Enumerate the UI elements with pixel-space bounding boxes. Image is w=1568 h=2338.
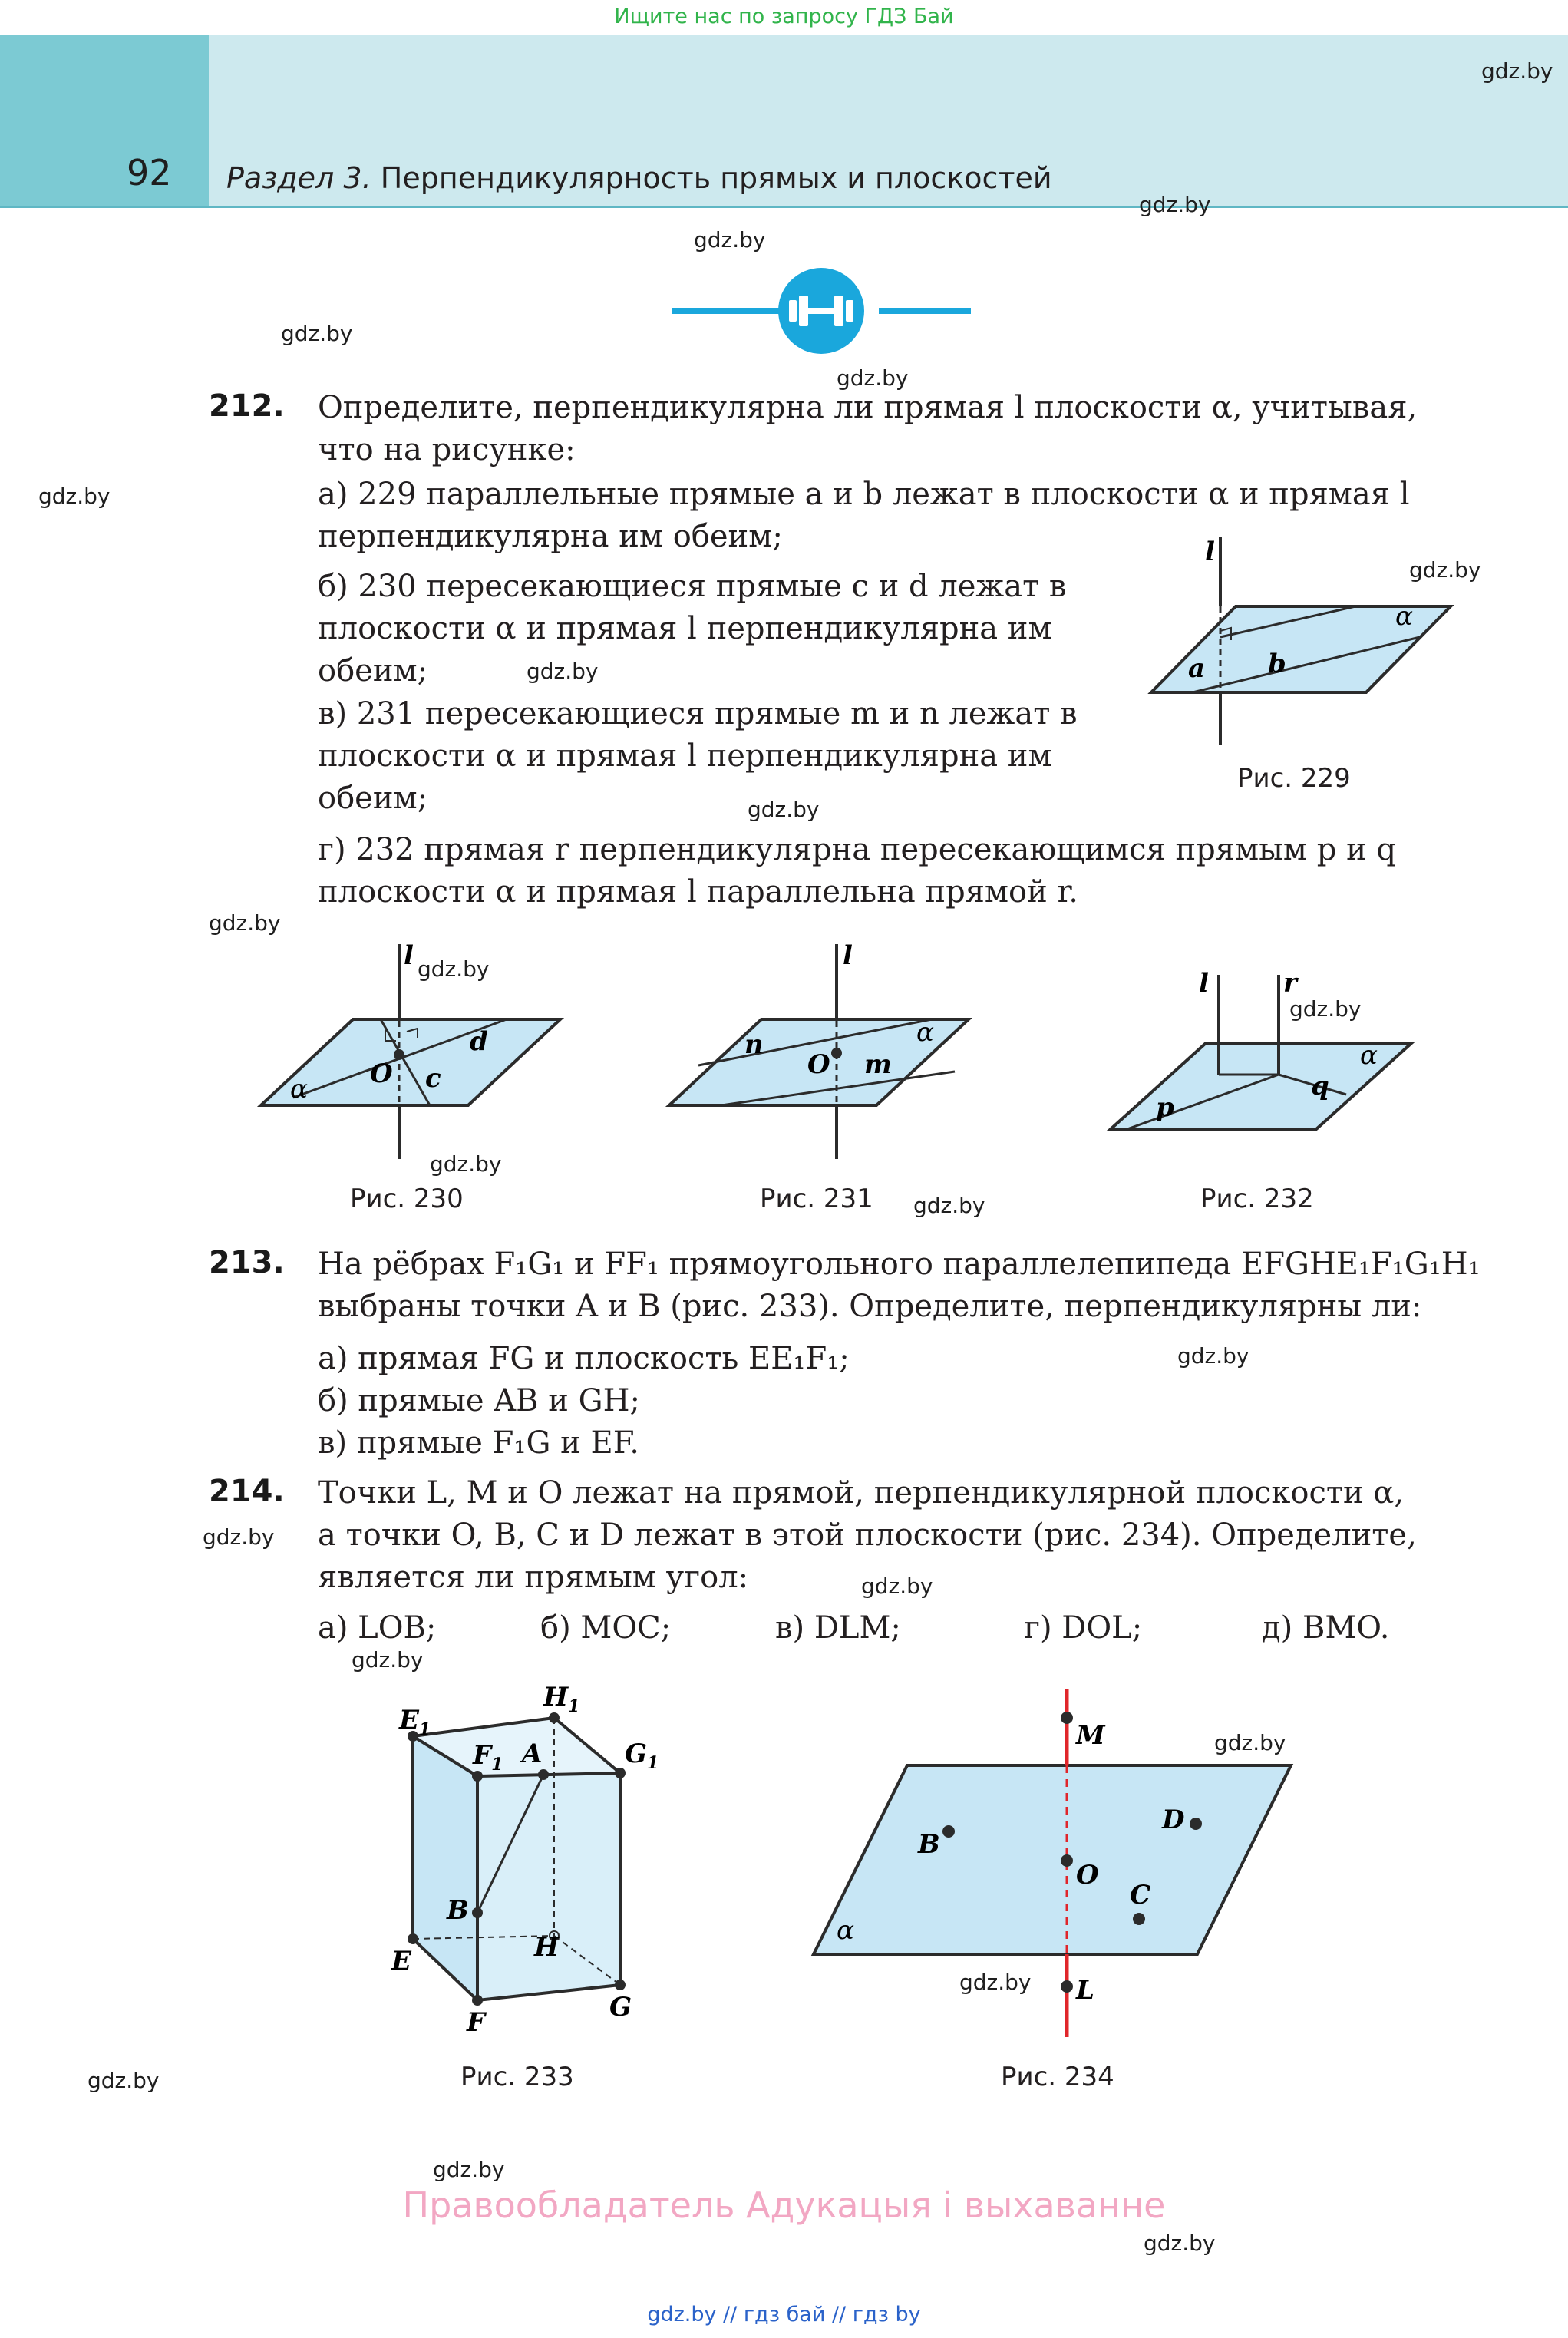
fig-label: O — [370, 1058, 393, 1089]
problem-text: обеим; — [318, 781, 428, 816]
watermark: gdz.by — [1139, 192, 1211, 217]
fig-label: $G_1$ — [625, 1739, 659, 1773]
watermark: gdz.by — [527, 659, 599, 684]
problem-text: На рёбрах F₁G₁ и FF₁ прямоугольного параллелепипеда EFGHE₁F₁G₁H₁ — [318, 1247, 1481, 1282]
fig-label: l — [404, 940, 414, 971]
problem-text: а точки O, B, C и D лежат в этой плоскости (рис. 234). Определите, — [318, 1517, 1417, 1553]
fig-label: α — [916, 1017, 934, 1048]
watermark: gdz.by — [913, 1193, 985, 1218]
exercise-divider — [668, 265, 975, 357]
watermark: gdz.by — [87, 2068, 160, 2093]
section-name: Перпендикулярность прямых и плоскостей — [380, 161, 1052, 195]
fig-label: l — [1205, 537, 1215, 567]
section-prefix: Раздел 3. — [226, 161, 371, 195]
watermark: gdz.by — [433, 2157, 505, 2182]
fig-label: l — [1199, 968, 1209, 999]
figure-230 — [253, 936, 568, 1167]
problem-number: 212. — [209, 388, 285, 424]
watermark: gdz.by — [203, 1524, 275, 1550]
problem-text: а) 229 параллельные прямые a и b лежат в плоскости α и прямая l — [318, 477, 1410, 512]
fig-label: α — [837, 1915, 854, 1946]
watermark: gdz.by — [1409, 557, 1481, 583]
fig-label: D — [1162, 1805, 1185, 1835]
fig-label: m — [864, 1049, 892, 1080]
fig-label: p — [1156, 1092, 1174, 1123]
fig-label: l — [843, 940, 853, 971]
figure-229 — [1136, 530, 1474, 791]
dumbbell-icon — [778, 268, 864, 354]
problem-text: плоскости α и прямая l перпендикулярна им — [318, 738, 1052, 774]
watermark: gdz.by — [837, 365, 909, 391]
section-title — [226, 161, 1052, 195]
fig-label: G — [609, 1992, 632, 2023]
figure-232 — [1104, 959, 1426, 1144]
watermark: gdz.by — [748, 797, 820, 822]
problem-text: а) прямая FG и плоскость EE₁F₁; — [318, 1341, 850, 1376]
fig-label: c — [425, 1063, 441, 1094]
figure-caption: Рис. 234 — [1001, 2062, 1114, 2092]
fig-label: q — [1311, 1071, 1329, 1101]
header-tab — [0, 35, 209, 206]
fig-label: α — [290, 1074, 308, 1105]
fig-label: n — [744, 1029, 764, 1060]
problem-text: Точки L, M и O лежат на прямой, перпендикулярной плоскости α, — [318, 1475, 1405, 1511]
problem-text: является ли прямым угол: — [318, 1560, 749, 1595]
watermark: gdz.by — [861, 1574, 933, 1599]
figure-caption: Рис. 230 — [350, 1184, 464, 1214]
watermark: gdz.by — [1289, 996, 1362, 1022]
watermark: gdz.by — [38, 484, 111, 509]
watermark: gdz.by — [1481, 58, 1553, 84]
figure-231 — [662, 936, 984, 1167]
problem-text: Определите, перпендикулярна ли прямая l плоскости α, учитывая, — [318, 390, 1418, 425]
problem-text: выбраны точки A и B (рис. 233). Определите, перпендикулярны ли: — [318, 1289, 1422, 1324]
fig-label: $H_1$ — [543, 1682, 580, 1716]
fig-label: O — [1076, 1860, 1099, 1891]
fig-label: r — [1283, 968, 1297, 999]
watermark: gdz.by — [959, 1970, 1032, 1995]
fig-label: B — [918, 1829, 940, 1860]
problem-text: что на рисунке: — [318, 432, 576, 467]
problem-text: г) 232 прямая r перпендикулярна пересекающимся прямым p и q — [318, 832, 1397, 867]
problem-text: перпендикулярна им обеим; — [318, 519, 783, 554]
problem-option: г) DOL; — [1024, 1610, 1143, 1646]
problem-text: в) 231 пересекающиеся прямые m и n лежат в — [318, 696, 1078, 731]
problem-text: в) прямые F₁G и EF. — [318, 1425, 639, 1461]
watermark: gdz.by — [694, 227, 766, 253]
problem-text: б) 230 пересекающиеся прямые c и d лежат в — [318, 569, 1067, 604]
fig-label: L — [1076, 1975, 1094, 2006]
fig-label: B — [447, 1895, 469, 1926]
watermark: gdz.by — [1177, 1343, 1249, 1369]
page-number: 92 — [127, 152, 172, 193]
fig-label: O — [807, 1049, 830, 1080]
fig-label: M — [1076, 1720, 1105, 1751]
figure-234 — [798, 1681, 1305, 2049]
fig-label: $F_1$ — [473, 1740, 503, 1775]
figure-caption: Рис. 232 — [1200, 1184, 1314, 1214]
watermark: gdz.by — [281, 321, 353, 346]
problem-option: а) LOB; — [318, 1610, 437, 1646]
problem-option: в) DLM; — [775, 1610, 901, 1646]
watermark: gdz.by — [1144, 2231, 1216, 2256]
watermark: gdz.by — [209, 910, 281, 936]
header-rule — [0, 206, 1568, 208]
copyright-notice: Правообладатель Адукацыя і выхаванне — [402, 2184, 1166, 2226]
fig-label: E — [391, 1946, 411, 1976]
fig-label: A — [522, 1739, 543, 1769]
figure-caption: Рис. 231 — [760, 1184, 873, 1214]
fig-label: b — [1268, 649, 1286, 679]
watermark: gdz.by — [1214, 1730, 1286, 1755]
problem-number: 214. — [209, 1474, 285, 1509]
fig-label: a — [1188, 653, 1206, 684]
fig-label: H — [534, 1932, 560, 1963]
fig-label: d — [470, 1026, 488, 1057]
watermark: gdz.by — [430, 1151, 502, 1177]
fig-label: α — [1360, 1040, 1378, 1071]
fig-label: F — [467, 2007, 486, 2034]
watermark: gdz.by — [418, 956, 490, 982]
problem-option: д) BMO. — [1262, 1610, 1390, 1646]
problem-number: 213. — [209, 1245, 285, 1280]
top-banner[interactable]: Ищите нас по запросу ГДЗ Бай — [614, 5, 954, 28]
watermark: gdz.by — [352, 1647, 424, 1673]
problem-option: б) MOC; — [540, 1610, 672, 1646]
figure-caption: Рис. 233 — [460, 2062, 574, 2092]
problem-text: плоскости α и прямая l перпендикулярна им — [318, 611, 1052, 646]
fig-label: $E_1$ — [399, 1705, 431, 1739]
problem-text: плоскости α и прямая l параллельна прямой r. — [318, 874, 1078, 910]
footer-links[interactable]: gdz.by // гдз бай // гдз by — [647, 2303, 921, 2326]
problem-text: обеим; — [318, 653, 428, 689]
figure-233 — [384, 1681, 691, 2034]
problem-text: б) прямые AB и GH; — [318, 1383, 640, 1418]
fig-label: α — [1395, 601, 1413, 632]
figure-caption: Рис. 229 — [1237, 763, 1351, 794]
fig-label: C — [1130, 1880, 1151, 1910]
